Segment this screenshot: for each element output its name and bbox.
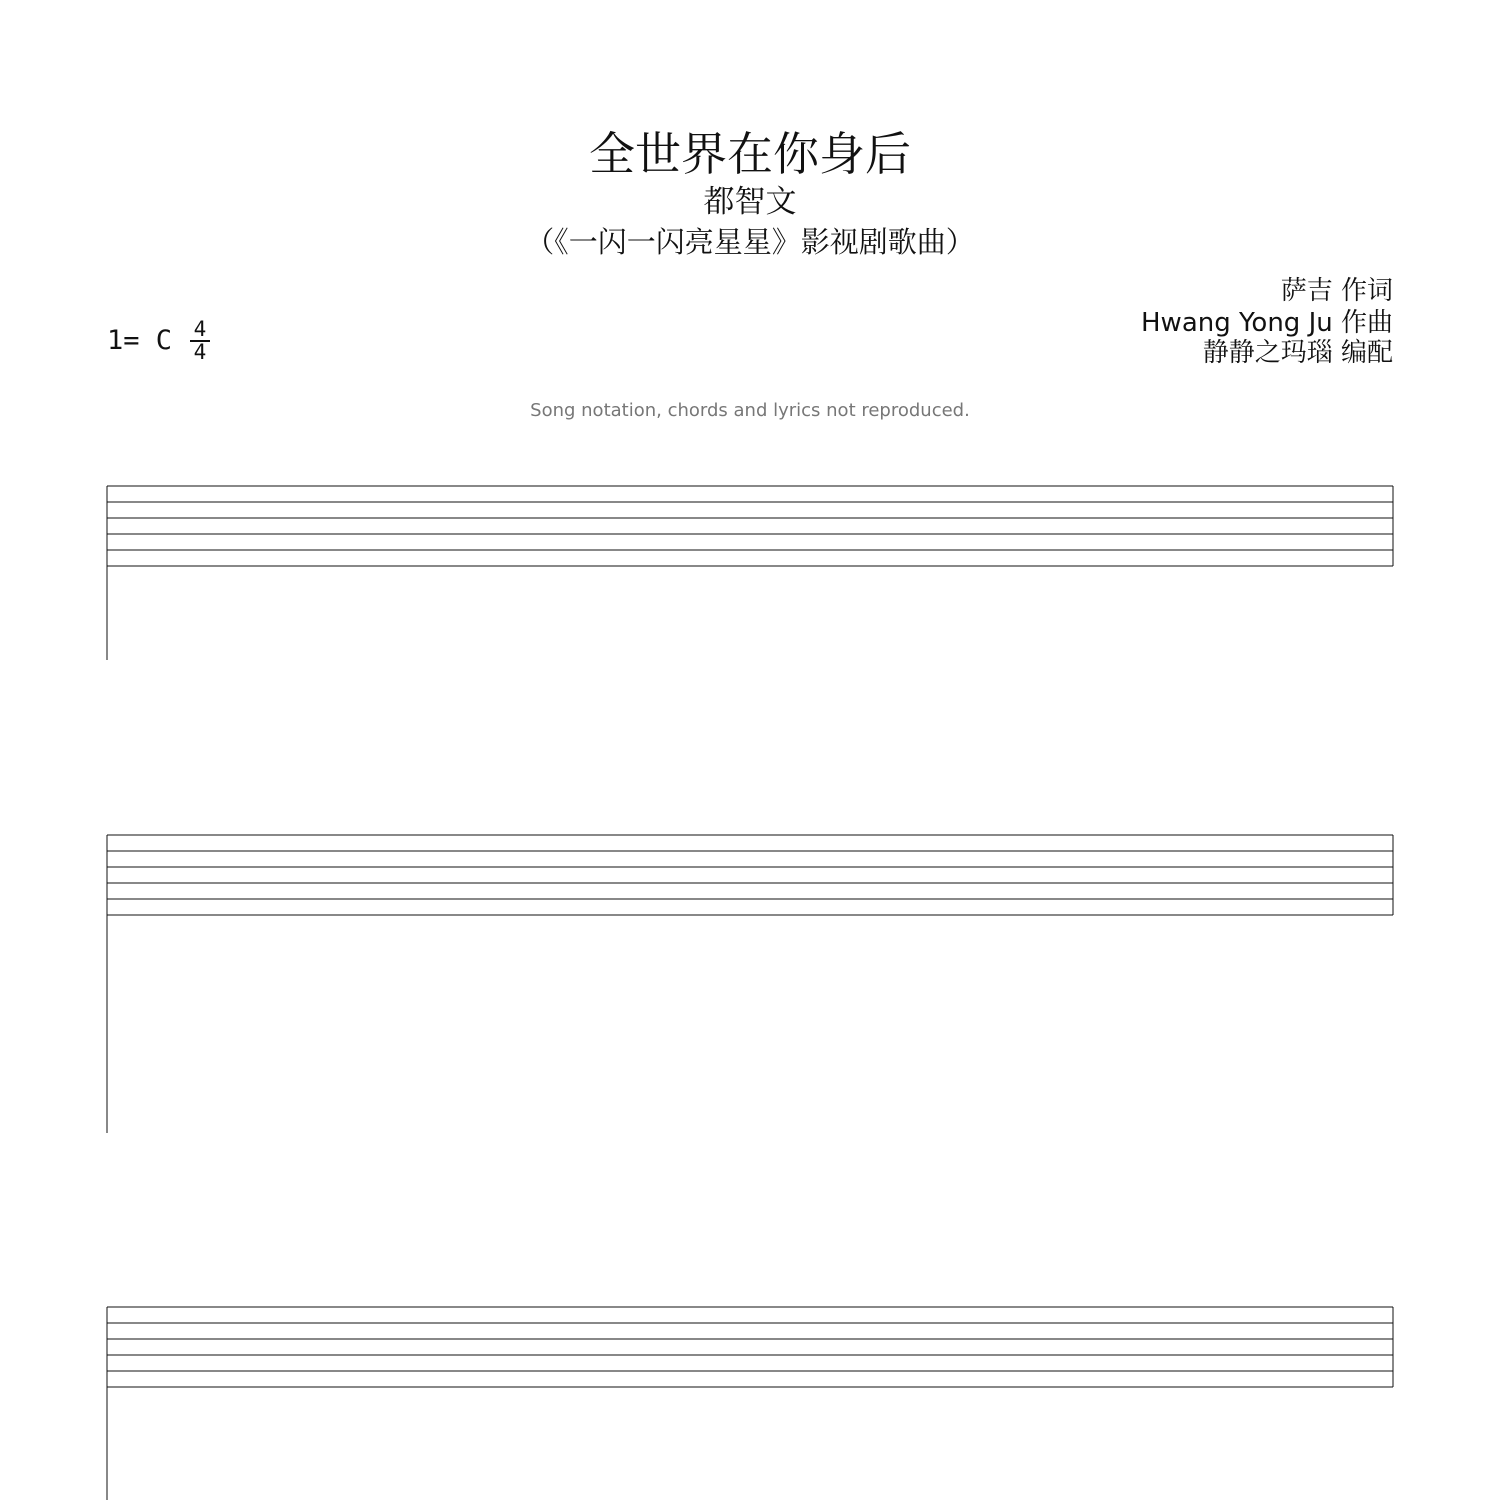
credit-lyrics: 萨吉 作词 (1280, 276, 1393, 306)
artist: 都智文 (703, 184, 797, 220)
credit-arranger: 静静之玛瑙 编配 (1202, 338, 1393, 368)
key-signature: 1= C (107, 325, 173, 356)
subtitle: （《一闪一闪亮星星》影视剧歌曲） (525, 225, 975, 259)
credit-composer: Hwang Yong Ju 作曲 (1141, 308, 1393, 338)
song-title: 全世界在你身后 (589, 127, 911, 181)
content-notice: Song notation, chords and lyrics not reproduced. (530, 400, 970, 421)
time-top: 4 (193, 317, 207, 341)
time-bottom: 4 (193, 340, 207, 364)
